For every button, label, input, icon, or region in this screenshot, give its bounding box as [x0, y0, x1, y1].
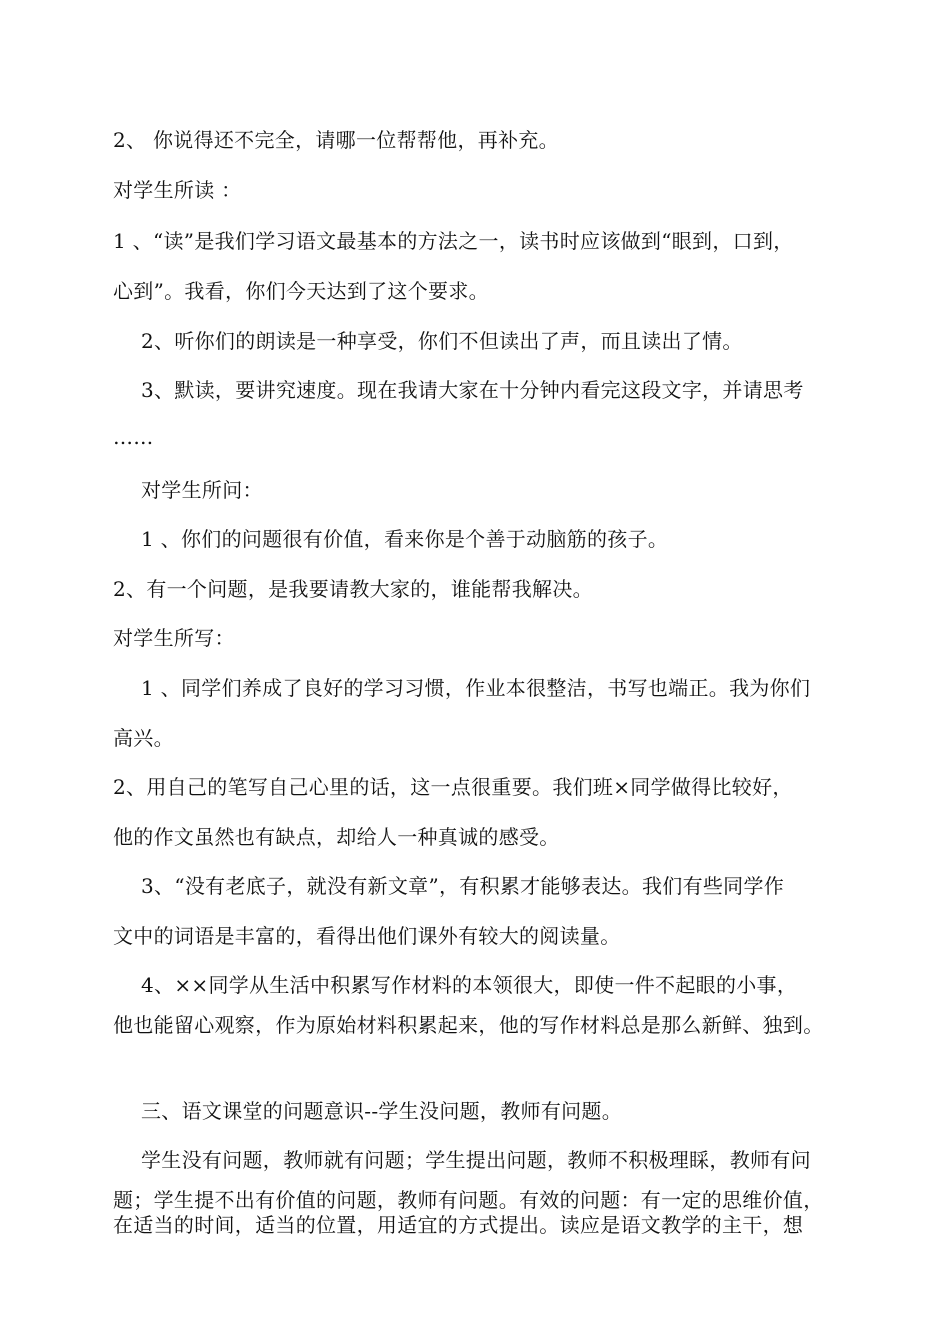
text-line: 2、听你们的朗读是一种享受，你们不但读出了声，而且读出了情。	[141, 329, 743, 353]
section-heading-ask: 对学生所问：	[141, 478, 263, 502]
text-line: 2、 你说得还不完全，请哪一位帮帮他，再补充。	[113, 128, 559, 152]
text-line: 3、“没有老底子，就没有新文章”，有积累才能够表达。我们有些同学作	[141, 874, 785, 898]
text-line: 学生没有问题，教师就有问题；学生提出问题，教师不积极理睬，教师有问	[141, 1148, 811, 1172]
text-line: 4、××同学从生活中积累写作材料的本领很大，即使一件不起眼的小事，	[141, 973, 798, 997]
text-line: 3、默读，要讲究速度。现在我请大家在十分钟内看完这段文字，并请思考	[141, 378, 804, 402]
section-heading-write: 对学生所写：	[113, 626, 235, 650]
section-heading-problem-awareness: 三、语文课堂的问题意识--学生没问题，教师有问题。	[141, 1099, 623, 1123]
text-line: 1 、同学们养成了良好的学习习惯，作业本很整洁，书写也端正。我为你们	[141, 676, 811, 700]
text-line: 在适当的时间，适当的位置，用适宜的方式提出。读应是语文教学的主干，想	[113, 1213, 804, 1237]
text-line: 2、有一个问题，是我要请教大家的，谁能帮我解决。	[113, 577, 593, 601]
text-line: 心到”。我看，你们今天达到了这个要求。	[113, 279, 489, 303]
text-line: 文中的词语是丰富的，看得出他们课外有较大的阅读量。	[113, 924, 621, 948]
section-heading-read: 对学生所读 ：	[113, 178, 242, 202]
text-line: 1 、“读”是我们学习语文最基本的方法之一，读书时应该做到“眼到，口到，	[113, 229, 794, 253]
text-line: 他的作文虽然也有缺点，却给人一种真诚的感受。	[113, 825, 560, 849]
text-line: 1 、你们的问题很有价值，看来你是个善于动脑筋的孩子。	[141, 527, 669, 551]
text-line: 他也能留心观察，作为原始材料积累起来，他的写作材料总是那么新鲜、独到。	[113, 1013, 824, 1037]
text-line: ……	[113, 425, 154, 449]
text-line: 题；学生提不出有价值的问题，教师有问题。有效的问题：有一定的思维价值，	[113, 1188, 824, 1212]
text-line: 高兴。	[113, 726, 174, 750]
text-line: 2、用自己的笔写自己心里的话，这一点很重要。我们班×同学做得比较好，	[113, 775, 793, 799]
